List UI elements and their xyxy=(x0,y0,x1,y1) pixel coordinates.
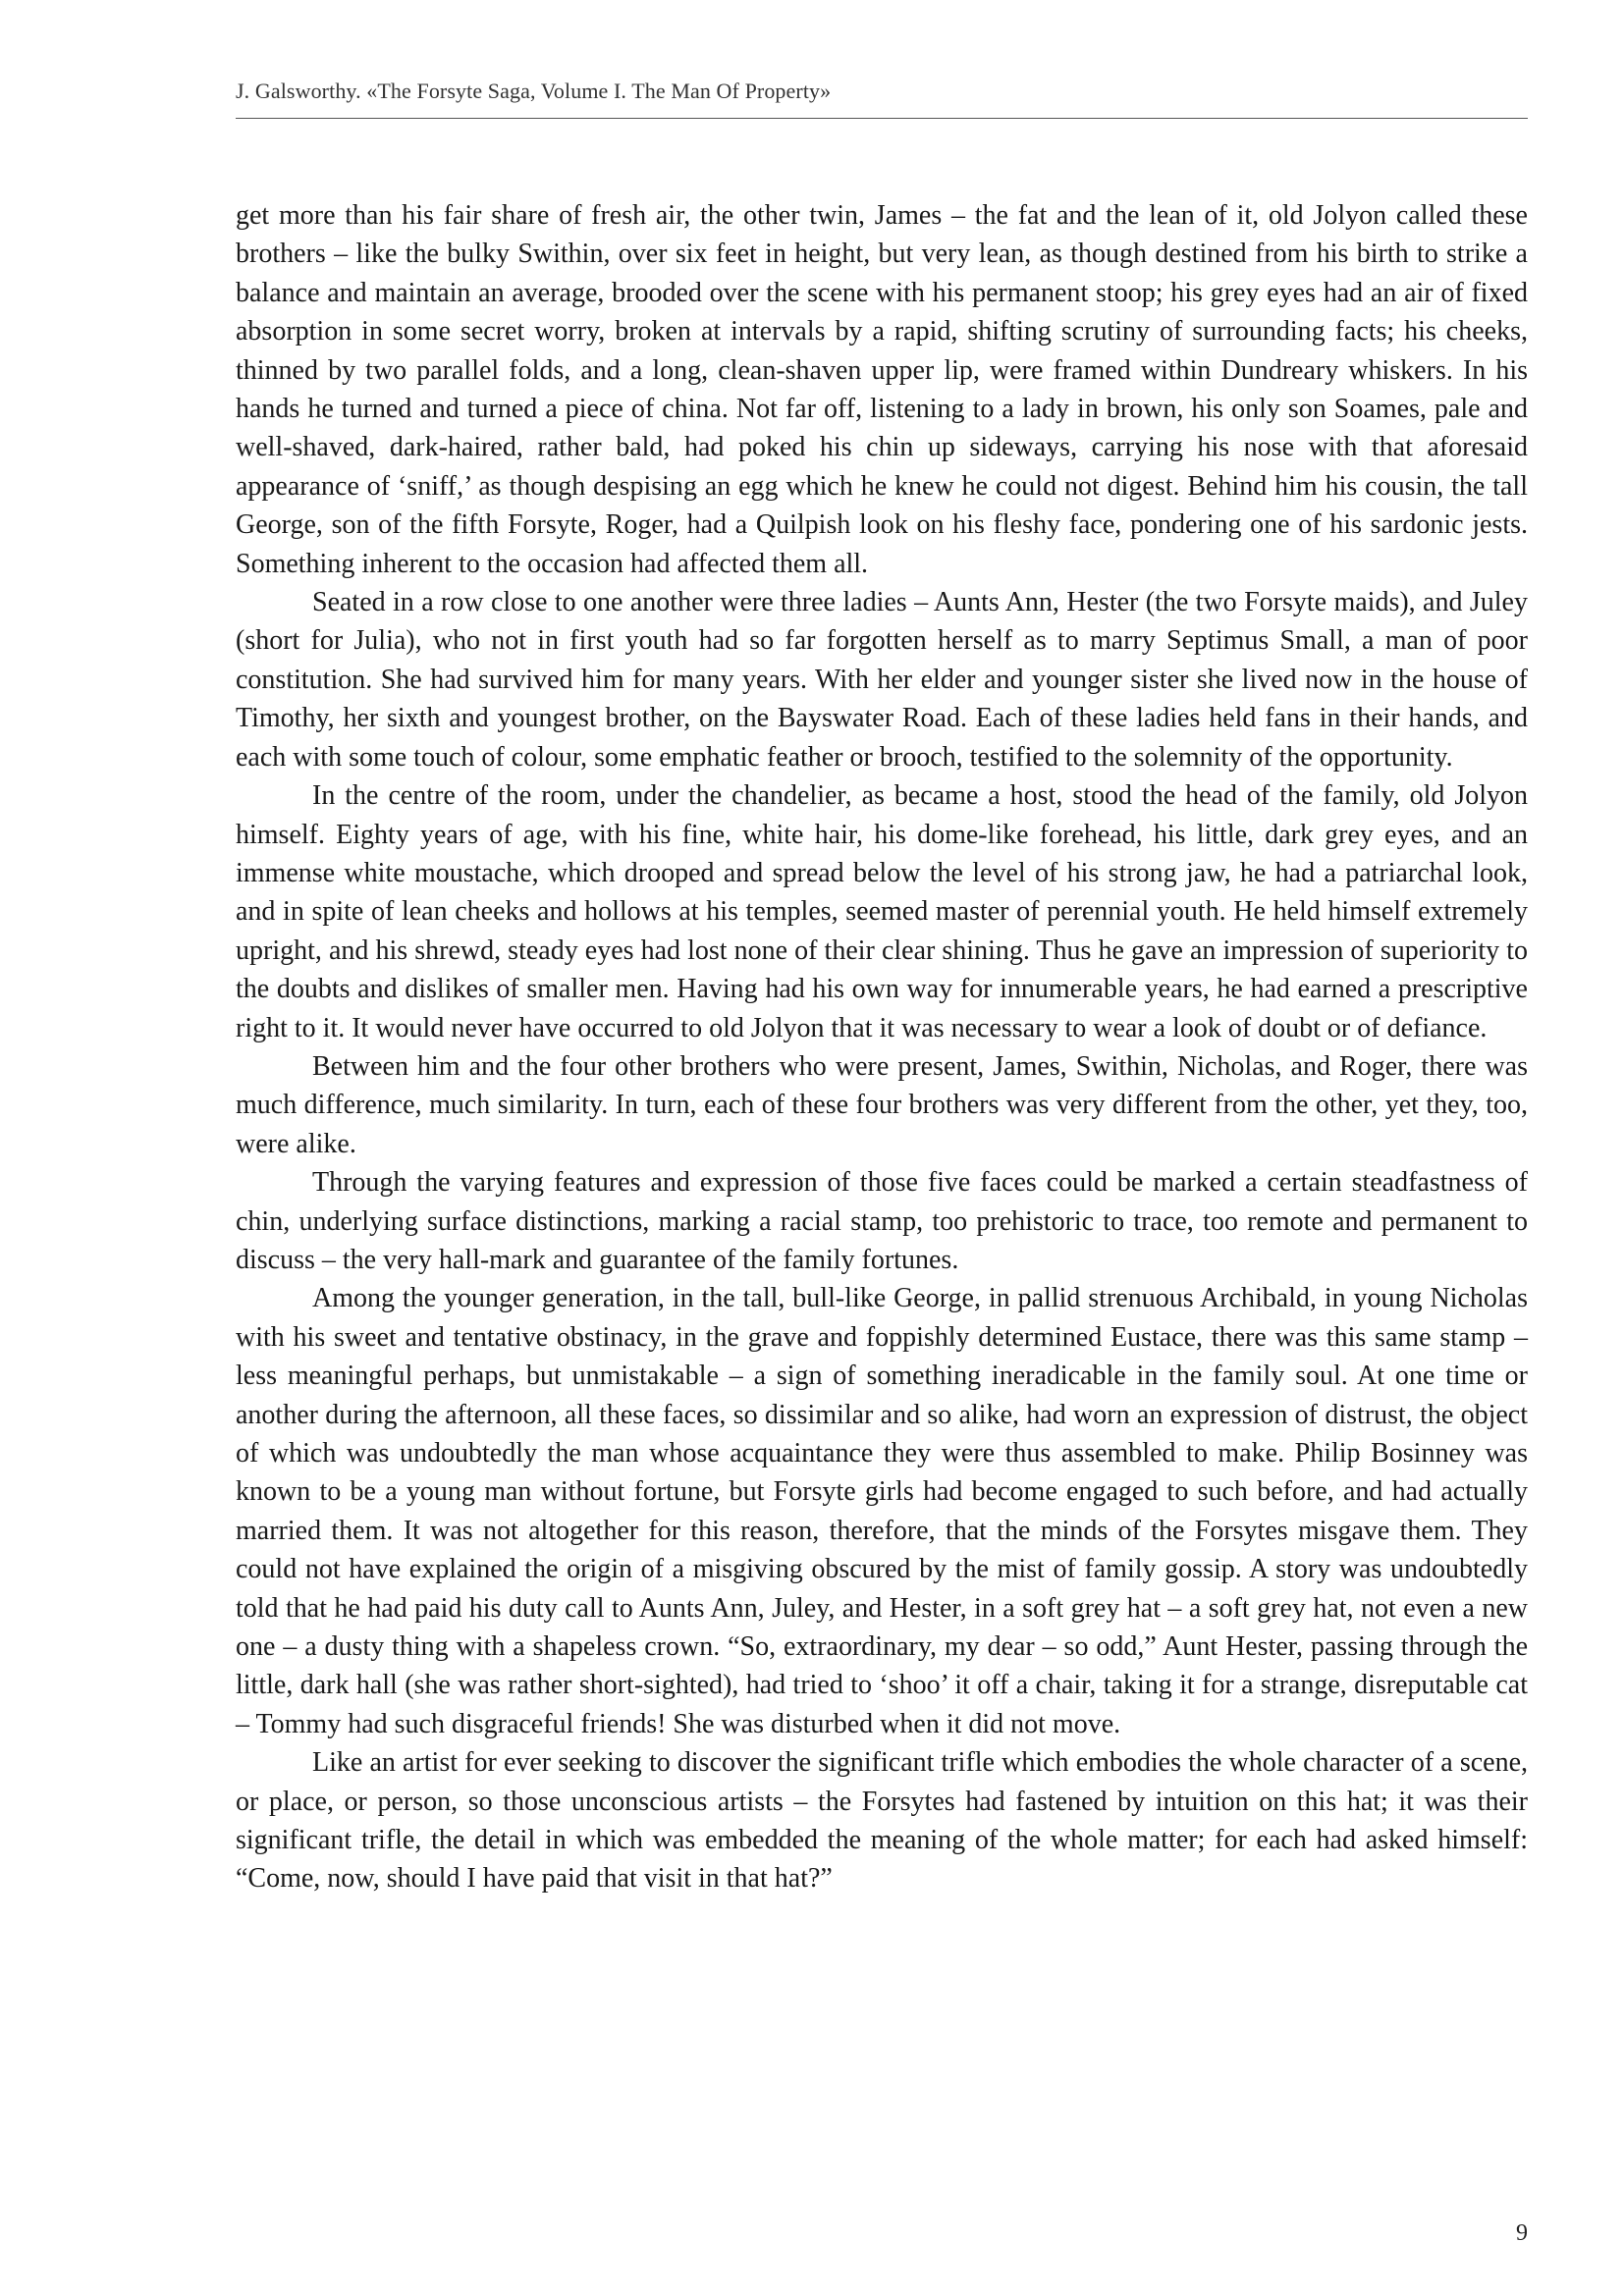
header-rule xyxy=(236,118,1528,119)
paragraph-1: get more than his fair share of fresh air, the other twin, James – the fat and the lean of it, old Jolyon called these brothers – like the bulky Swithin, over six feet in height, but very lean, as though destined from his birth to strike a balance and maintain an average, brooded over the scene with his permanent stoop; his grey eyes had an air of fixed absorption in some secret worry, broken at intervals by a rapid, shifting scrutiny of surrounding facts; his cheeks, thinned by two parallel folds, and a long, clean-shaven upper lip, were framed within Dundreary whiskers. In his hands he turned and turned a piece of china. Not far off, listening to a lady in brown, his only son Soames, pale and well-shaved, dark-haired, rather bald, had poked his chin up sideways, carrying his nose with that aforesaid appearance of ‘sniff,’ as though despising an egg which he knew he could not digest. Behind him his cousin, the tall George, son of the fifth Forsyte, Roger, had a Quilpish look on his fleshy face, pondering one of his sardonic jests. Something inherent to the occasion had affected them all. xyxy=(236,200,1528,579)
page-number: 9 xyxy=(1516,2220,1528,2246)
body-text xyxy=(236,196,1528,1898)
paragraph-2: Seated in a row close to one another were three ladies – Aunts Ann, Hester (the two Forsyte maids), and Juley (short for Julia), who not in first youth had so far forgotten herself as to marry Septimus Small, a man of poor constitution. She had survived him for many years. With her elder and younger sister she lived now in the house of Timothy, her sixth and youngest brother, on the Bayswater Road. Each of these ladies held fans in their hands, and each with some touch of colour, some emphatic feather or brooch, testified to the solemnity of the opportunity. xyxy=(236,587,1528,773)
paragraph-3: In the centre of the room, under the chandelier, as became a host, stood the head of the family, old Jolyon himself. Eighty years of age, with his fine, white hair, his dome-like forehead, his little, dark grey eyes, and an immense white moustache, which drooped and spread below the level of his strong jaw, he had a patriarchal look, and in spite of lean cheeks and hollows at his temples, seemed master of perennial youth. He held himself extremely upright, and his shrewd, steady eyes had lost none of their clear shining. Thus he gave an impression of superiority to the doubts and dislikes of smaller men. Having had his own way for innumerable years, he had earned a prescriptive right to it. It would never have occurred to old Jolyon that it was necessary to wear a look of doubt or of defiance. xyxy=(236,780,1528,1043)
paragraph-7: Like an artist for ever seeking to discover the significant trifle which embodies the whole character of a scene, or place, or person, so those unconscious artists – the Forsytes had fastened by intuition on this hat; it was their significant trifle, the detail in which was embedded the meaning of the whole matter; for each had asked himself: “Come, now, should I have paid that visit in that hat?” xyxy=(236,1747,1528,1895)
paragraph-4: Between him and the four other brothers who were present, James, Swithin, Nicholas, and Roger, there was much difference, much similarity. In turn, each of these four brothers was very different from the other, yet they, too, were alike. xyxy=(236,1050,1528,1159)
paragraph-5: Through the varying features and expression of those five faces could be marked a certain steadfastness of chin, underlying surface distinctions, marking a racial stamp, too prehistoric to trace, too remote and permanent to discuss – the very hall-mark and guarantee of the family fortunes. xyxy=(236,1167,1528,1275)
running-header: J. Galsworthy. «The Forsyte Saga, Volume I. The Man Of Property» xyxy=(236,79,832,103)
paragraph-6: Among the younger generation, in the tall, bull-like George, in pallid strenuous Archibald, in young Nicholas with his sweet and tentative obstinacy, in the grave and foppishly determined Eustace, there was this same stamp – less meaningful perhaps, but unmistakable – a sign of something ineradicable in the family soul. At one time or another during the afternoon, all these faces, so dissimilar and so alike, had worn an expression of distrust, the object of which was undoubtedly the man whose acquaintance they were thus assembled to make. Philip Bosinney was known to be a young man without fortune, but Forsyte girls had become engaged to such before, and had actually married them. It was not altogether for this reason, therefore, that the minds of the Forsytes misgave them. They could not have explained the origin of a misgiving obscured by the mist of family gossip. A story was undoubtedly told that he had paid his duty call to Aunts Ann, Juley, and Hester, in a soft grey hat – a soft grey hat, not even a new one – a dusty thing with a shapeless crown. “So, extraordinary, my dear – so odd,” Aunt Hester, passing through the little, dark hall (she was rather short-sighted), had tried to ‘shoo’ it off a chair, taking it for a strange, disreputable cat – Tommy had such disgraceful friends! She was disturbed when it did not move. xyxy=(236,1283,1528,1739)
